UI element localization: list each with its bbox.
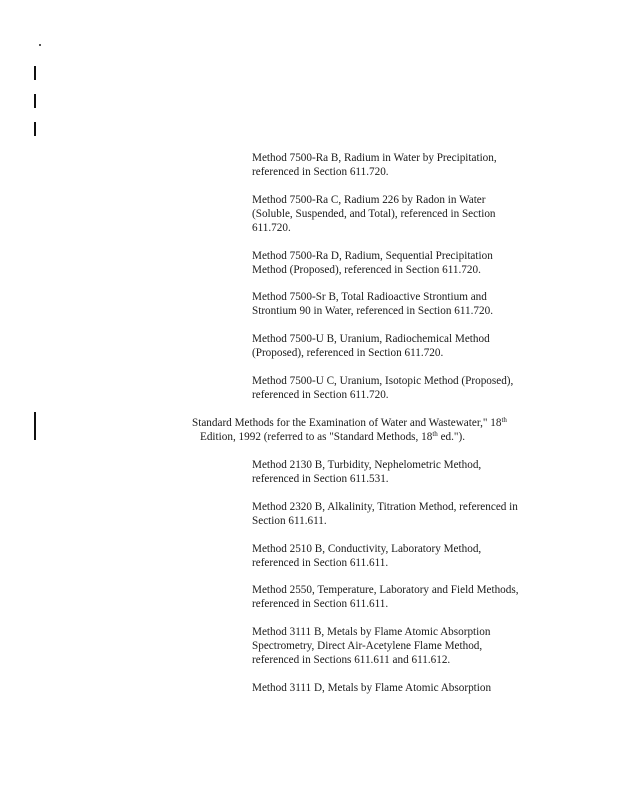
- method-entry: [252, 332, 552, 360]
- entry-line: referenced in Section 611.611.: [252, 598, 389, 610]
- entry-line: Method 7500-U C, Uranium, Isotopic Method (Proposed),: [252, 375, 514, 387]
- method-entry: [252, 583, 552, 611]
- entry-line: 611.720.: [252, 222, 291, 234]
- method-entry: [252, 681, 552, 695]
- method-entry: [252, 249, 552, 277]
- standard-methods-heading: [192, 416, 532, 444]
- method-entry: [252, 193, 552, 235]
- method-entry: [252, 542, 552, 570]
- method-entry: [252, 500, 552, 528]
- entry-line: Method 3111 B, Metals by Flame Atomic Absorption: [252, 626, 491, 638]
- heading-line-2-tail: ed.").: [437, 431, 466, 443]
- method-entry: [252, 151, 552, 179]
- entry-line: referenced in Sections 611.611 and 611.612.: [252, 654, 451, 666]
- heading-line-1-text: Standard Methods for the Examination of Water and Wastewater," 18: [192, 417, 502, 429]
- method-entry: [252, 625, 552, 667]
- change-bar: [34, 122, 36, 136]
- method-entry: [252, 458, 552, 486]
- entry-line: Spectrometry, Direct Air-Acetylene Flame Method,: [252, 640, 483, 652]
- entry-line: Method 7500-Ra D, Radium, Sequential Precipitation: [252, 250, 493, 262]
- superscript: th: [432, 430, 438, 438]
- entry-line: Method 2320 B, Alkalinity, Titration Method, referenced in: [252, 501, 518, 513]
- change-bar: [34, 94, 36, 108]
- entry-line: Strontium 90 in Water, referenced in Section 611.720.: [252, 305, 493, 317]
- entry-line: (Soluble, Suspended, and Total), referenced in Section: [252, 208, 496, 220]
- entry-line: referenced in Section 611.720.: [252, 166, 389, 178]
- entry-line: Method (Proposed), referenced in Section 611.720.: [252, 264, 481, 276]
- method-entry: [252, 290, 552, 318]
- method-entry: [252, 374, 552, 402]
- entry-line: Method 2550, Temperature, Laboratory and Field Methods,: [252, 584, 519, 596]
- heading-line-2: [192, 430, 532, 444]
- entry-line: Method 7500-Ra B, Radium in Water by Precipitation,: [252, 152, 497, 164]
- scan-speck: [39, 44, 41, 46]
- change-bar: [34, 412, 36, 440]
- entry-line: Method 2510 B, Conductivity, Laboratory Method,: [252, 543, 482, 555]
- superscript: th: [501, 416, 507, 424]
- entry-line: (Proposed), referenced in Section 611.720.: [252, 347, 444, 359]
- entry-line: Method 7500-Ra C, Radium 226 by Radon in Water: [252, 194, 486, 206]
- entry-line: Section 611.611.: [252, 515, 327, 527]
- entry-line: Method 3111 D, Metals by Flame Atomic Absorption: [252, 682, 492, 694]
- entry-line: referenced in Section 611.611.: [252, 557, 389, 569]
- entry-line: referenced in Section 611.720.: [252, 389, 389, 401]
- heading-line-1: [192, 416, 532, 430]
- entry-line: Method 2130 B, Turbidity, Nephelometric Method,: [252, 459, 482, 471]
- entry-line: Method 7500-U B, Uranium, Radiochemical Method: [252, 333, 490, 345]
- entry-line: referenced in Section 611.531.: [252, 473, 389, 485]
- heading-line-2-text: Edition, 1992 (referred to as "Standard Methods, 18: [200, 431, 433, 443]
- change-bar: [34, 66, 36, 80]
- entry-line: Method 7500-Sr B, Total Radioactive Strontium and: [252, 291, 487, 303]
